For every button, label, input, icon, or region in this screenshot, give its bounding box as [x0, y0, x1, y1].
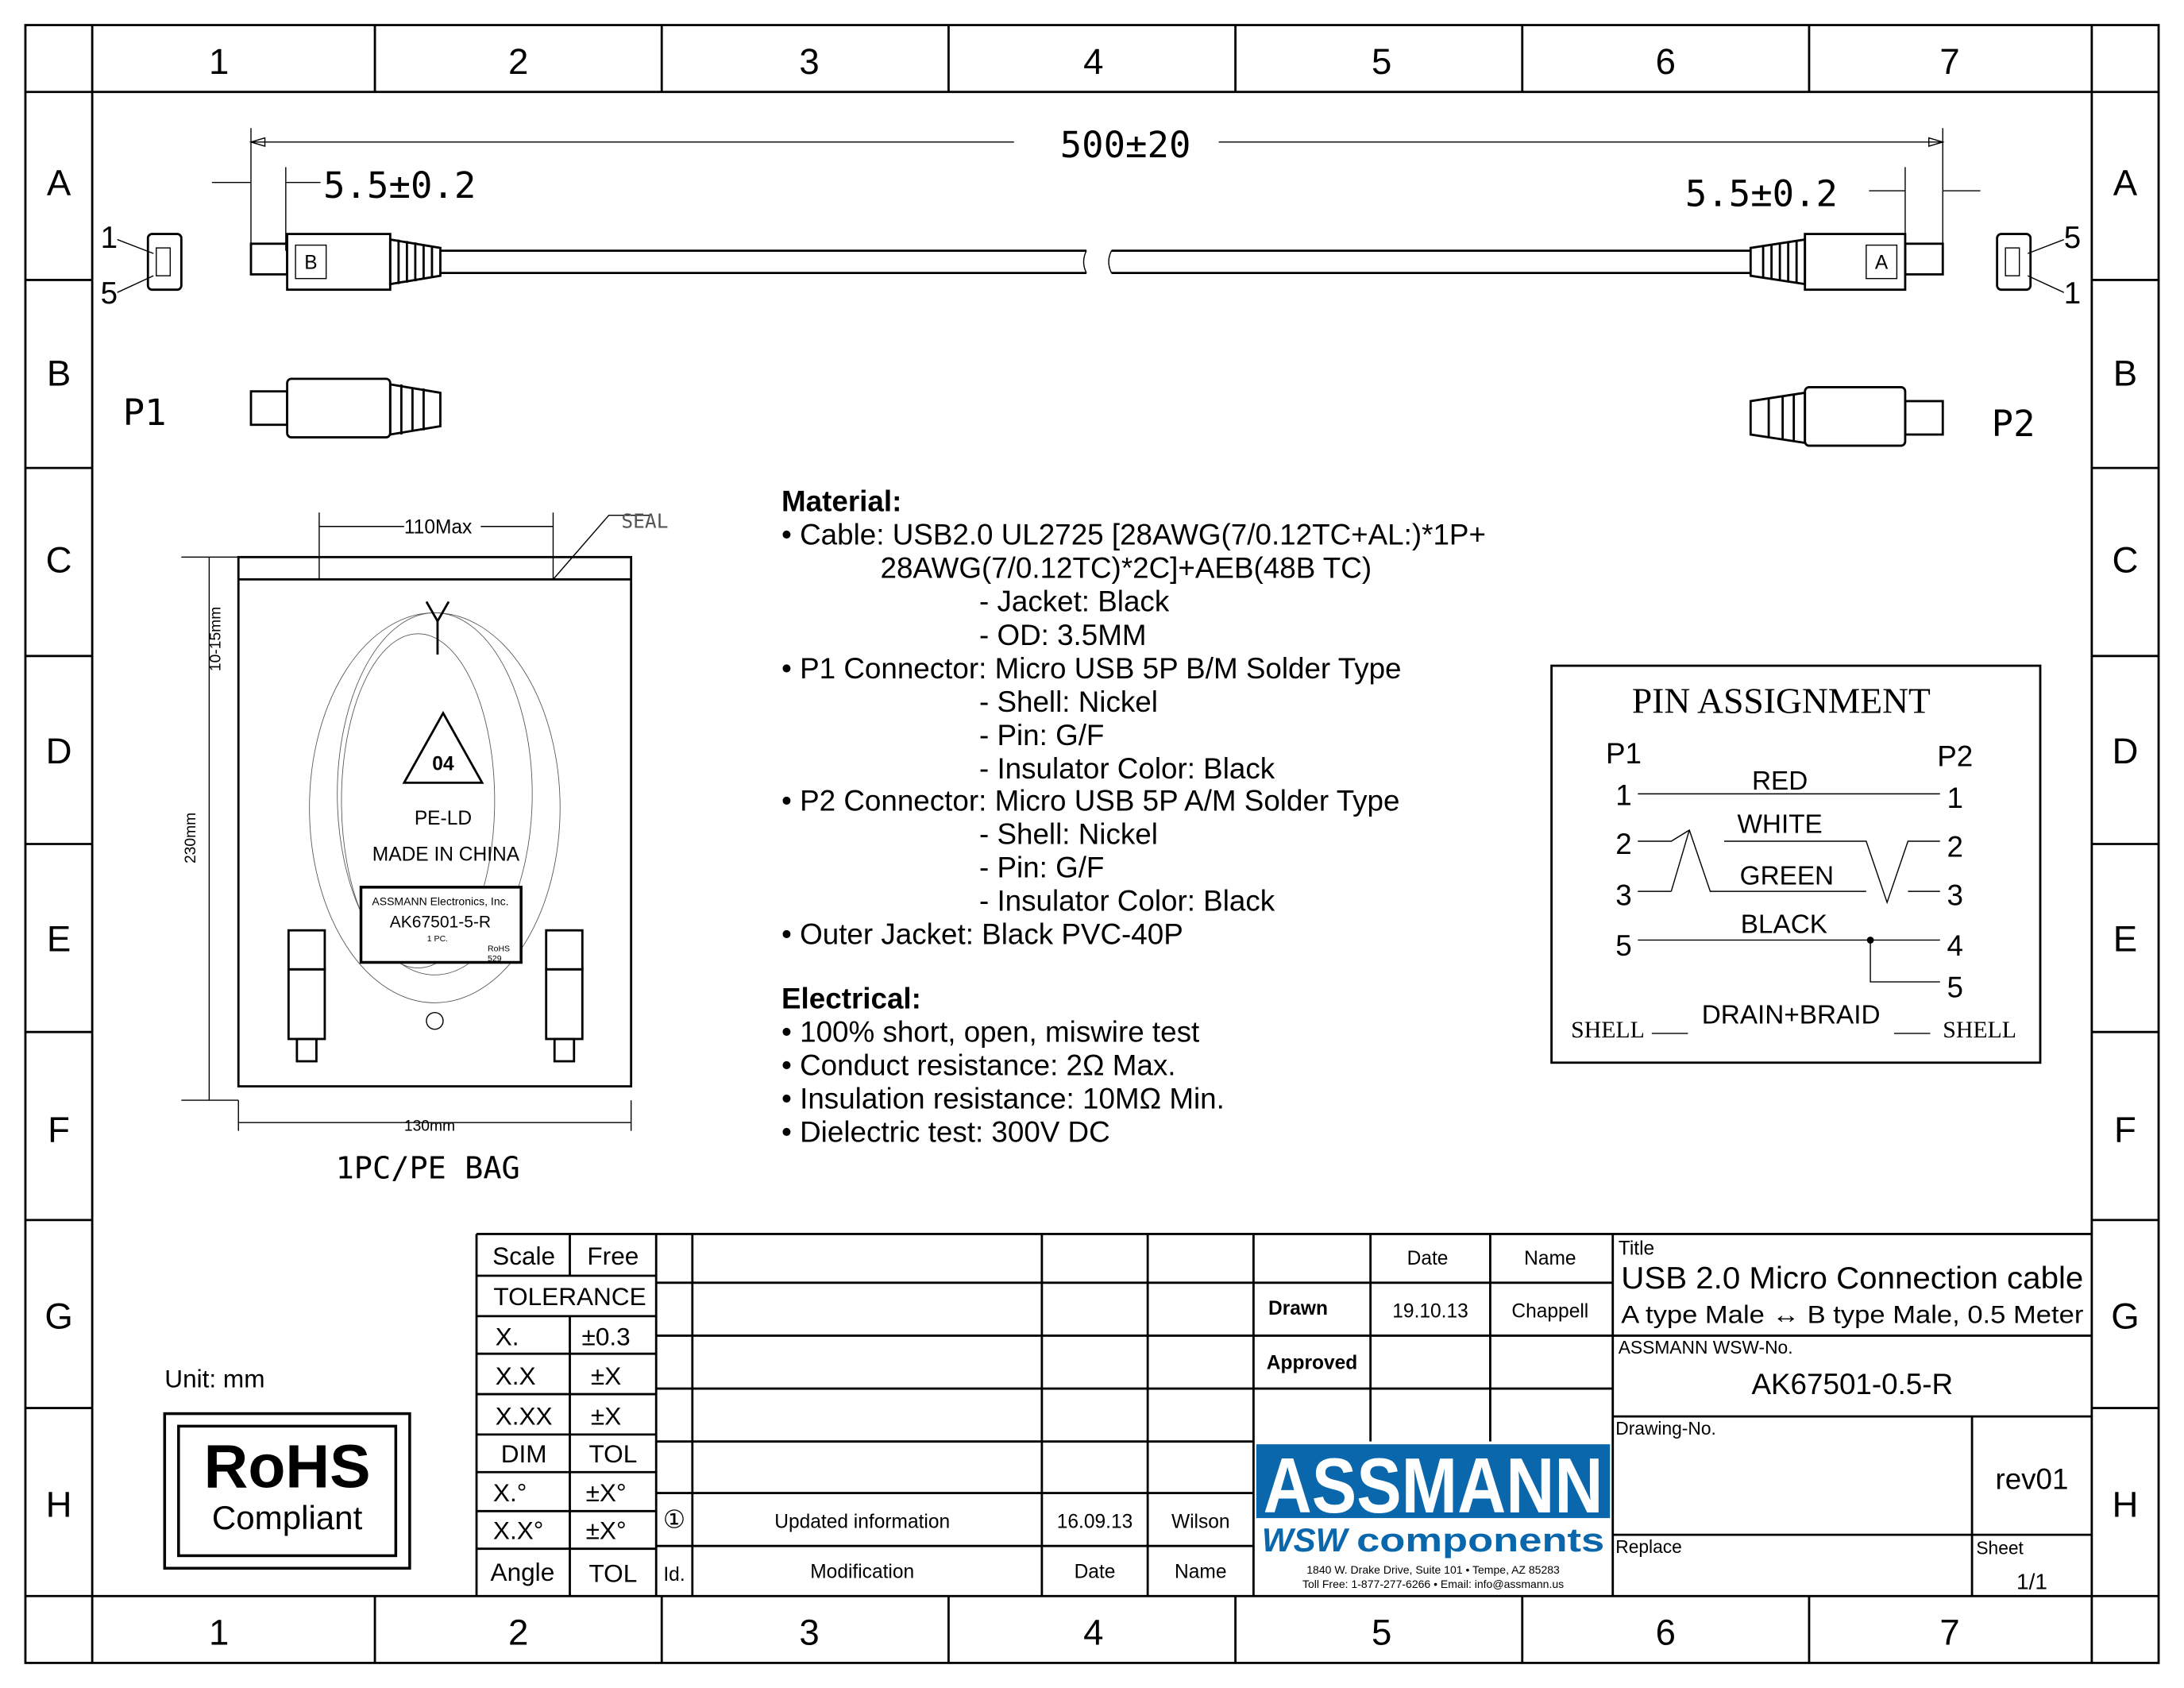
col-2-bottom: 2 — [507, 1612, 529, 1653]
material-line: - Shell: Nickel — [978, 685, 1158, 718]
p1-end-view — [101, 221, 182, 311]
pin-assignment — [1552, 666, 2040, 1063]
p1-top-view — [251, 379, 440, 438]
p2-top-view — [1750, 387, 1943, 446]
scale-label: Scale — [492, 1241, 556, 1270]
tol-value: ±X° — [585, 1478, 627, 1508]
label-part: AK67501-5-R — [389, 913, 492, 932]
b-mark: B — [304, 252, 318, 274]
overall-length-dim: 500±20 — [1059, 124, 1191, 167]
row-f: F — [48, 1109, 70, 1150]
flap-dim: 10-15mm — [207, 606, 225, 672]
title-block — [477, 1234, 2092, 1596]
tol-dim: X.XX — [495, 1401, 553, 1431]
material-heading: Material: — [781, 485, 902, 518]
col-7: 7 — [1939, 41, 1960, 82]
col-2: 2 — [507, 41, 529, 82]
electrical-line: • 100% short, open, miswire test — [781, 1015, 1200, 1049]
logo-contact: Toll Free: 1-877-277-6266 • Email: info@assmann.us — [1302, 1577, 1565, 1590]
drawing-no-label: Drawing-No. — [1615, 1417, 1716, 1439]
material-line: • P2 Connector: Micro USB 5P A/M Solder Type — [781, 784, 1400, 817]
electrical-heading: Electrical: — [781, 982, 921, 1015]
tol-value: TOL — [588, 1439, 638, 1468]
pin-left: 1 — [1615, 778, 1632, 812]
pin-title: PIN ASSIGNMENT — [1631, 680, 1931, 721]
row-d: D — [45, 730, 72, 771]
pin-right: 1 — [1947, 781, 1963, 814]
tol-value: ±X° — [585, 1516, 627, 1545]
material-line: • Outer Jacket: Black PVC-40P — [781, 917, 1183, 951]
pin-left: 2 — [1615, 827, 1632, 860]
material-line: • P1 Connector: Micro USB 5P B/M Solder Type — [781, 651, 1402, 685]
tol-value: ±X — [590, 1361, 622, 1390]
tol-dim: X. — [495, 1322, 519, 1351]
bag-width-dim: 110Max — [403, 516, 473, 539]
col-3: 3 — [799, 41, 820, 82]
row-d-right: D — [2112, 730, 2139, 771]
rev-name: Wilson — [1171, 1511, 1230, 1533]
col-6-bottom: 6 — [1655, 1612, 1677, 1653]
material-line: - Shell: Nickel — [978, 817, 1158, 851]
wsw-no-label: ASSMANN WSW-No. — [1618, 1337, 1793, 1358]
seal-label: SEAL — [621, 509, 669, 533]
row-f-right: F — [2114, 1109, 2136, 1150]
assmann-logo — [1256, 1442, 1610, 1590]
p2-pin5: 5 — [2063, 221, 2082, 256]
electrical-line: • Dielectric test: 300V DC — [781, 1115, 1110, 1149]
approval-date-header: Date — [1406, 1247, 1449, 1269]
material-line: - Insulator Color: Black — [978, 884, 1275, 917]
p1-plug — [251, 234, 440, 290]
material-line: • Cable: USB2.0 UL2725 [28AWG(7/0.12TC+AL:)*1P+ — [781, 518, 1486, 551]
pin-left: 5 — [1615, 929, 1632, 962]
tol-dim: Angle — [490, 1557, 555, 1586]
material-line: - Pin: G/F — [978, 719, 1105, 752]
logo-brand: ASSMANN — [1263, 1442, 1603, 1530]
tol-dim: DIM — [500, 1439, 547, 1468]
material-line: - Jacket: Black — [978, 585, 1170, 618]
electrical-line: • Conduct resistance: 2Ω Max. — [781, 1049, 1176, 1082]
p2-plug — [1750, 234, 1943, 290]
wire-black: BLACK — [1740, 910, 1827, 940]
title-label: Title — [1618, 1238, 1655, 1260]
rev-mod-header: Modification — [810, 1561, 915, 1583]
logo-address: 1840 W. Drake Drive, Suite 101 • Tempe, AZ 85283 — [1306, 1563, 1560, 1577]
made-in: MADE IN CHINA — [372, 844, 520, 866]
row-a: A — [46, 162, 71, 203]
revision: rev01 — [1995, 1462, 2069, 1496]
p1-label: P1 — [122, 391, 167, 434]
col-3-bottom: 3 — [799, 1612, 820, 1653]
p2-label: P2 — [1991, 402, 2035, 445]
rev-id: ① — [662, 1505, 686, 1534]
wire-green: GREEN — [1739, 861, 1835, 891]
rev-name-header: Name — [1175, 1561, 1227, 1583]
p1-pin1: 1 — [100, 221, 118, 256]
sheet-label: Sheet — [1976, 1537, 2024, 1559]
label-rohs: RoHS — [488, 944, 511, 954]
label-rohs-no: 529 — [488, 953, 502, 964]
col-7-bottom: 7 — [1939, 1612, 1960, 1653]
unit-label: Unit: mm — [164, 1364, 265, 1393]
drawn-label: Drawn — [1268, 1298, 1328, 1320]
shell-right: SHELL — [1943, 1017, 2016, 1044]
pin-p2: P2 — [1937, 740, 1974, 773]
right-end-dim: 5.5±0.2 — [1684, 172, 1838, 215]
p1-pin5: 5 — [100, 276, 118, 311]
wsw-no: AK67501-0.5-R — [1751, 1368, 1954, 1401]
col-1: 1 — [209, 41, 230, 82]
tol-dim: X.X — [495, 1361, 536, 1390]
row-a-right: A — [2113, 162, 2138, 203]
title-line-1: USB 2.0 Micro Connection cable — [1621, 1261, 2084, 1296]
row-e-right: E — [2113, 918, 2138, 960]
col-4: 4 — [1083, 41, 1104, 82]
col-4-bottom: 4 — [1083, 1612, 1104, 1653]
rev-date: 16.09.13 — [1056, 1511, 1133, 1533]
pin-right: 2 — [1947, 830, 1963, 863]
title-line-2: A type Male ↔ B type Male, 0.5 Meter — [1621, 1300, 2084, 1329]
row-g: G — [44, 1296, 73, 1337]
pe-bag-drawing — [181, 510, 668, 1187]
tol-dim: X.X° — [492, 1516, 544, 1545]
row-c-right: C — [2112, 539, 2139, 581]
drawn-date: 19.10.13 — [1392, 1300, 1468, 1323]
wire-red: RED — [1751, 767, 1808, 797]
bag-bottom-dim: 130mm — [403, 1118, 456, 1135]
col-5-bottom: 5 — [1372, 1612, 1392, 1653]
shell-left: SHELL — [1571, 1017, 1645, 1044]
drawn-name: Chappell — [1511, 1300, 1589, 1323]
tol-value: ±X — [590, 1401, 622, 1431]
row-b: B — [46, 353, 71, 394]
pin-p1: P1 — [1605, 736, 1642, 770]
replace-label: Replace — [1615, 1535, 1682, 1557]
row-g-right: G — [2111, 1296, 2140, 1337]
material-line: - Pin: G/F — [978, 851, 1105, 884]
left-end-dim: 5.5±0.2 — [323, 164, 477, 207]
rev-date-header: Date — [1074, 1561, 1116, 1583]
a-mark: A — [1874, 252, 1889, 274]
pin-right: 4 — [1947, 929, 1963, 962]
wire-white: WHITE — [1737, 809, 1823, 840]
tolerance-heading: TOLERANCE — [493, 1281, 646, 1311]
tol-value: ±0.3 — [581, 1322, 631, 1351]
recycle-code: 04 — [432, 753, 454, 775]
row-b-right: B — [2113, 353, 2138, 394]
rev-mod: Updated information — [774, 1511, 951, 1533]
logo-components: components — [1356, 1521, 1605, 1559]
bag-material: PE-LD — [414, 807, 473, 829]
label-qty: 1 PC. — [426, 934, 449, 944]
col-1-bottom: 1 — [209, 1612, 230, 1653]
col-5: 5 — [1372, 41, 1392, 82]
col-6: 6 — [1655, 41, 1677, 82]
rohs-sub: Compliant — [211, 1499, 363, 1537]
approved-label: Approved — [1266, 1352, 1358, 1374]
pin-right: 5 — [1947, 971, 1963, 1004]
material-specs — [781, 485, 1486, 1148]
bag-height-dim: 230mm — [182, 812, 199, 864]
wire-drain: DRAIN+BRAID — [1701, 1000, 1881, 1030]
row-c: C — [45, 539, 72, 581]
rohs-compliant-logo — [164, 1414, 410, 1569]
material-line: - Insulator Color: Black — [978, 752, 1275, 786]
pin-right: 3 — [1947, 879, 1963, 912]
p2-end-view — [1997, 221, 2082, 311]
tol-value: TOL — [588, 1559, 638, 1588]
row-h-right: H — [2112, 1484, 2139, 1525]
label-company: ASSMANN Electronics, Inc. — [372, 894, 509, 908]
row-e: E — [46, 918, 71, 960]
material-line: - OD: 3.5MM — [978, 618, 1147, 651]
p2-pin1: 1 — [2063, 276, 2082, 311]
sheet-value: 1/1 — [2016, 1569, 2047, 1594]
rohs-title: RoHS — [203, 1432, 371, 1501]
electrical-line: • Insulation resistance: 10MΩ Min. — [781, 1082, 1225, 1115]
approval-name-header: Name — [1524, 1247, 1576, 1269]
logo-wsw: WSW — [1261, 1521, 1348, 1559]
rev-id-header: Id. — [663, 1563, 685, 1586]
material-line: 28AWG(7/0.12TC)*2C]+AEB(48B TC) — [880, 551, 1372, 585]
scale-value: Free — [587, 1241, 639, 1270]
tol-dim: X.° — [492, 1478, 527, 1508]
bag-caption: 1PC/PE BAG — [335, 1150, 520, 1187]
row-h: H — [45, 1484, 72, 1525]
cable-drawing — [101, 124, 2082, 446]
pin-left: 3 — [1615, 879, 1632, 912]
